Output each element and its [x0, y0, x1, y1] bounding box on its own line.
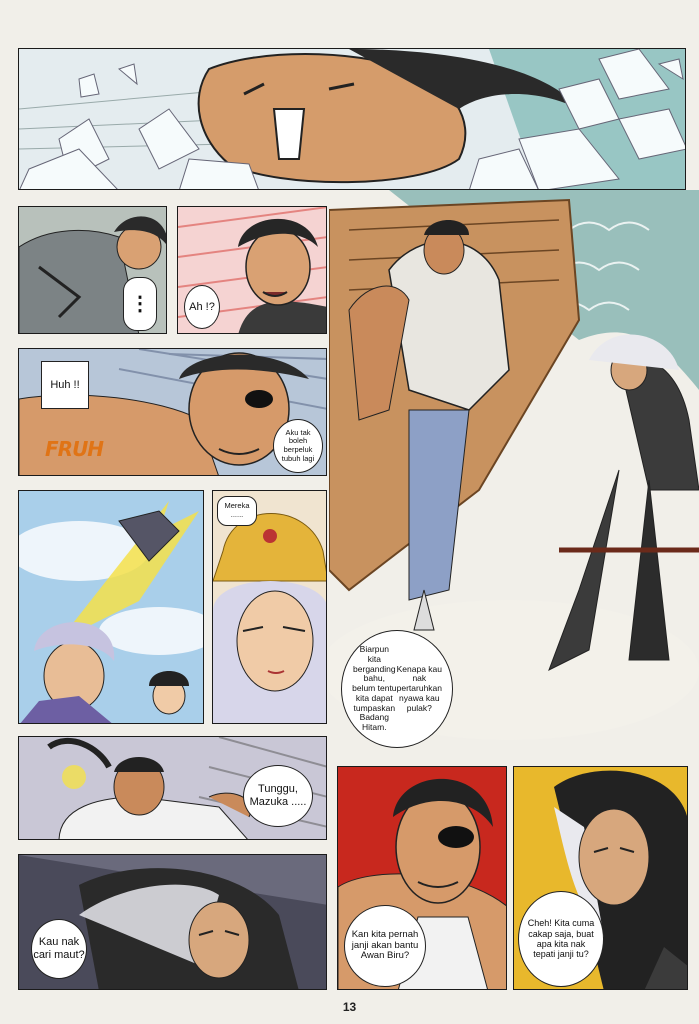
- tunggu-bubble: [243, 765, 313, 827]
- panel-cheh: [513, 766, 688, 990]
- ah-bubble: [184, 285, 220, 329]
- mereka-text: Mereka ......: [224, 501, 250, 519]
- panel-janji: [337, 766, 507, 990]
- dots-text: ⋮: [130, 292, 150, 315]
- cheh-bubble: [518, 891, 604, 987]
- fruh-sfx: FRUH: [45, 437, 104, 461]
- huh-text: Huh !!: [50, 378, 80, 391]
- janji-text: Kan kita pernah janji akan bantu Awan Biru?: [351, 928, 419, 962]
- page-number: 13: [342, 1000, 357, 1014]
- thought-bubble: [273, 419, 323, 473]
- ah-text: Ah !?: [189, 300, 215, 313]
- panel-ice-smash: [18, 48, 686, 190]
- panel-dots: [18, 206, 167, 334]
- kau-text: Kau nak cari maut?: [33, 936, 85, 961]
- dots-bubble: [123, 277, 157, 331]
- panel-kau: [18, 854, 327, 990]
- panel-tunggu: [18, 736, 327, 840]
- huh-burst: [41, 361, 89, 409]
- tunggu-text: Tunggu, Mazuka .....: [249, 783, 307, 808]
- biarpun-text-a: Biarpun kita berganding bahu, belum tentu kita dapat tumpaskan Badang Hitam.: [352, 644, 397, 733]
- biarpun-text-b: Kenapa kau nak pertaruhkan nyawa kau pulak?: [396, 663, 443, 713]
- janji-bubble: [344, 905, 426, 987]
- panel-ship-leap: [329, 190, 699, 760]
- thought-text: Aku tak boleh berpeluk tubuh lagi: [281, 427, 315, 463]
- panel-mereka: [212, 490, 327, 724]
- panel-lightning: [18, 490, 204, 724]
- mereka-bubble: [217, 496, 257, 526]
- panel-ah: [177, 206, 327, 334]
- ice-smash-art: [19, 49, 686, 190]
- kau-bubble: [31, 919, 87, 979]
- panel-huh: [18, 348, 327, 476]
- cheh-text: Cheh! Kita cuma cakap saja, buat apa kita nak tepati janji tu?: [527, 918, 595, 960]
- biarpun-bubble: [341, 630, 453, 748]
- panel-lightning-art: [19, 491, 204, 724]
